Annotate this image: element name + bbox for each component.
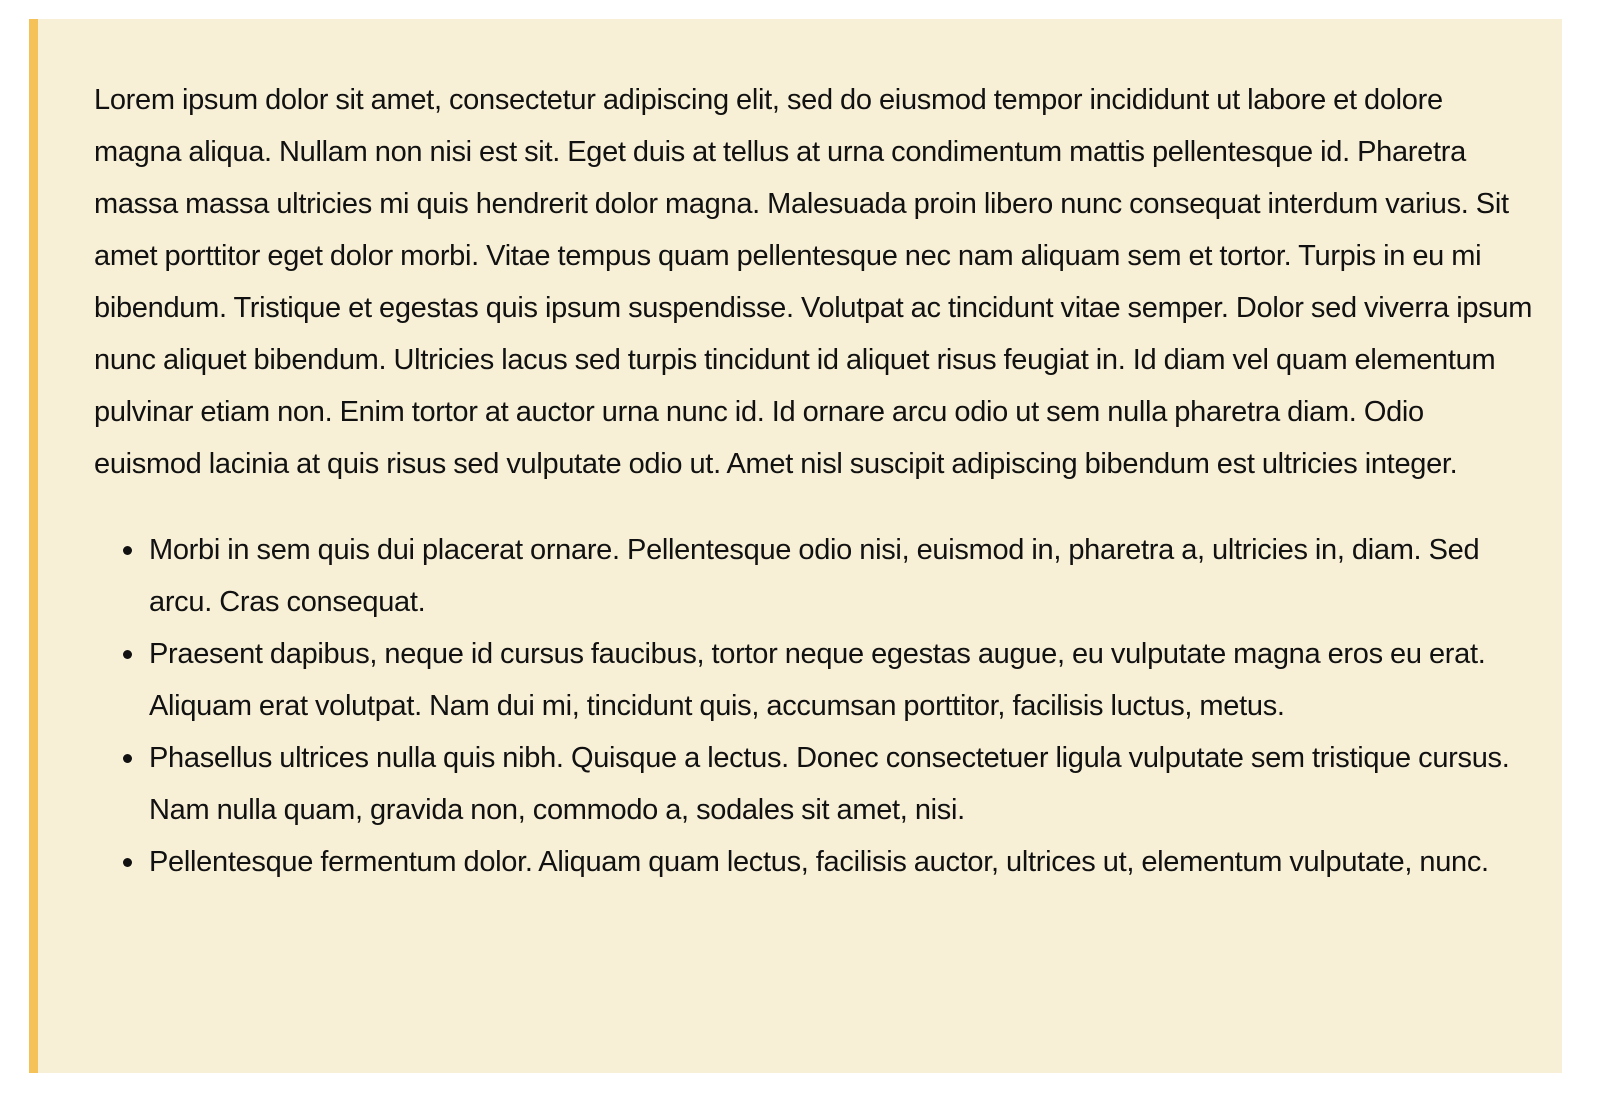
callout-paragraph: Lorem ipsum dolor sit amet, consectetur adipiscing elit, sed do eiusmod tempor incididunt ut labore et dolore magna aliqua. Nullam non nisi est sit. Eget duis at tellus at urna condimentum mattis pellentesque id. Pharetra massa massa ultricies mi quis hendrerit dolor magna. Malesuada proin libero nunc consequat interdum varius. Sit amet porttitor eget dolor morbi. Vitae tempus quam pellentesque nec nam aliquam sem et tortor. Turpis in eu mi bibendum. Tristique et egestas quis ipsum suspendisse. Volutpat ac tincidunt vitae semper. Dolor sed viverra ipsum nunc aliquet bibendum. Ultricies lacus sed turpis tincidunt id aliquet risus feugiat in. Id diam vel quam elementum pulvinar etiam non. Enim tortor at auctor urna nunc id. Id ornare arcu odio ut sem nulla pharetra diam. Odio euismod lacinia at quis risus sed vulputate odio ut. Amet nisl suscipit adipiscing bibendum est ultricies integer.	[94, 84, 1533, 480]
bullet-marker	[123, 650, 132, 659]
list-item	[94, 628, 1534, 732]
callout-box	[29, 19, 1562, 1073]
callout-accent-bar	[29, 19, 38, 1073]
list-item-text: Morbi in sem quis dui placerat ornare. Pellentesque odio nisi, euismod in, pharetra a, ultricies in, diam. Sed arcu. Cras consequat.	[149, 534, 1480, 618]
list-item-text: Phasellus ultrices nulla quis nibh. Quisque a lectus. Donec consectetuer ligula vulputate sem tristique cursus. Nam nulla quam, gravida non, commodo a, sodales sit amet, nisi.	[149, 742, 1510, 826]
list-item	[94, 836, 1534, 888]
bullet-marker	[123, 754, 132, 763]
bullet-list	[94, 524, 1534, 888]
list-item	[94, 524, 1534, 628]
list-item-text: Praesent dapibus, neque id cursus faucibus, tortor neque egestas augue, eu vulputate magna eros eu erat. Aliquam erat volutpat. Nam dui mi, tincidunt quis, accumsan porttitor, facilisis luctus, metus.	[149, 638, 1486, 722]
list-item	[94, 732, 1534, 836]
bullet-marker	[123, 858, 132, 867]
bullet-marker	[123, 546, 132, 555]
list-item-text: Pellentesque fermentum dolor. Aliquam quam lectus, facilisis auctor, ultrices ut, elementum vulputate, nunc.	[149, 846, 1489, 878]
callout-content	[94, 74, 1534, 888]
